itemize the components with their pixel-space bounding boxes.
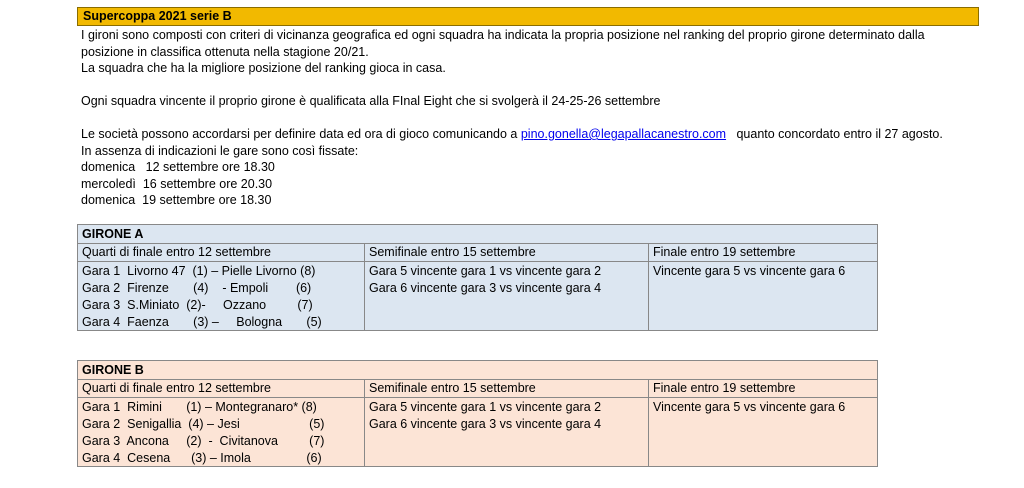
finale-cell [649,398,877,466]
match-row: Gara 6 vincente gara 3 vs vincente gara 4 [369,281,602,295]
finale-cell [649,262,877,330]
girone-b-table [77,360,878,467]
match-row: Gara 3 S.Miniato (2)- Ozzano (7) [82,298,313,312]
match-row: Gara 2 Senigallia (4) – Jesi (5) [82,417,325,431]
match-row: Gara 1 Livorno 47 (1) – Pielle Livorno (8) [82,264,316,278]
header-semifinale: Semifinale entro 15 settembre [365,380,649,398]
girone-a-title: GIRONE A [78,225,877,244]
header-quarti: Quarti di finale entro 12 settembre [78,244,365,262]
match-row: Gara 6 vincente gara 3 vs vincente gara 4 [369,417,602,431]
match-row: Gara 3 Ancona (2) - Civitanova (7) [82,434,325,448]
email-link[interactable]: pino.gonella@legapallacanestro.com [520,127,727,141]
contact-line [81,126,981,143]
document-title: Supercoppa 2021 serie B [77,7,979,26]
intro-text [81,27,981,209]
intro-line: In assenza di indicazioni le gare sono così fissate: [81,143,359,158]
semifinale-cell [365,398,649,466]
header-finale: Finale entro 19 settembre [649,380,877,398]
match-row: Gara 5 vincente gara 1 vs vincente gara 2 [369,264,602,278]
girone-a-table [77,224,878,331]
semifinale-cell [365,262,649,330]
quarti-cell [78,262,365,330]
header-semifinale: Semifinale entro 15 settembre [365,244,649,262]
intro-line: Ogni squadra vincente il proprio girone è qualificata alla FInal Eight che si svolgerà il 24-25-26 settembre [81,94,661,108]
intro-line: La squadra che ha la migliore posizione del ranking gioca in casa. [81,61,446,75]
match-row: Gara 4 Cesena (3) – Imola (6) [82,451,322,465]
match-row: Gara 1 Rimini (1) – Montegranaro* (8) [82,400,317,414]
contact-text-pre: Le società possono accordarsi per definire data ed ora di gioco comunicando a [81,127,521,141]
match-row: Vincente gara 5 vs vincente gara 6 [653,264,846,278]
contact-text-post: quanto concordato entro il 27 agosto. [726,127,943,141]
schedule-date: domenica 19 settembre ore 18.30 [81,193,272,207]
header-finale: Finale entro 19 settembre [649,244,877,262]
schedule-date: mercoledì 16 settembre ore 20.30 [81,176,273,191]
schedule-date: domenica 12 settembre ore 18.30 [81,160,275,174]
match-row: Vincente gara 5 vs vincente gara 6 [653,400,846,414]
quarti-cell [78,398,365,466]
match-row: Gara 5 vincente gara 1 vs vincente gara 2 [369,400,602,414]
match-row: Gara 2 Firenze (4) - Empoli (6) [82,281,312,295]
match-row: Gara 4 Faenza (3) – Bologna (5) [82,315,322,329]
intro-line: posizione in classifica ottenuta nella stagione 20/21. [81,44,369,59]
girone-b-title: GIRONE B [78,361,877,380]
header-quarti: Quarti di finale entro 12 settembre [78,380,365,398]
intro-line: I gironi sono composti con criteri di vicinanza geografica ed ogni squadra ha indicata la propria posizione nel ranking del proprio girone determinato dalla [81,28,925,42]
